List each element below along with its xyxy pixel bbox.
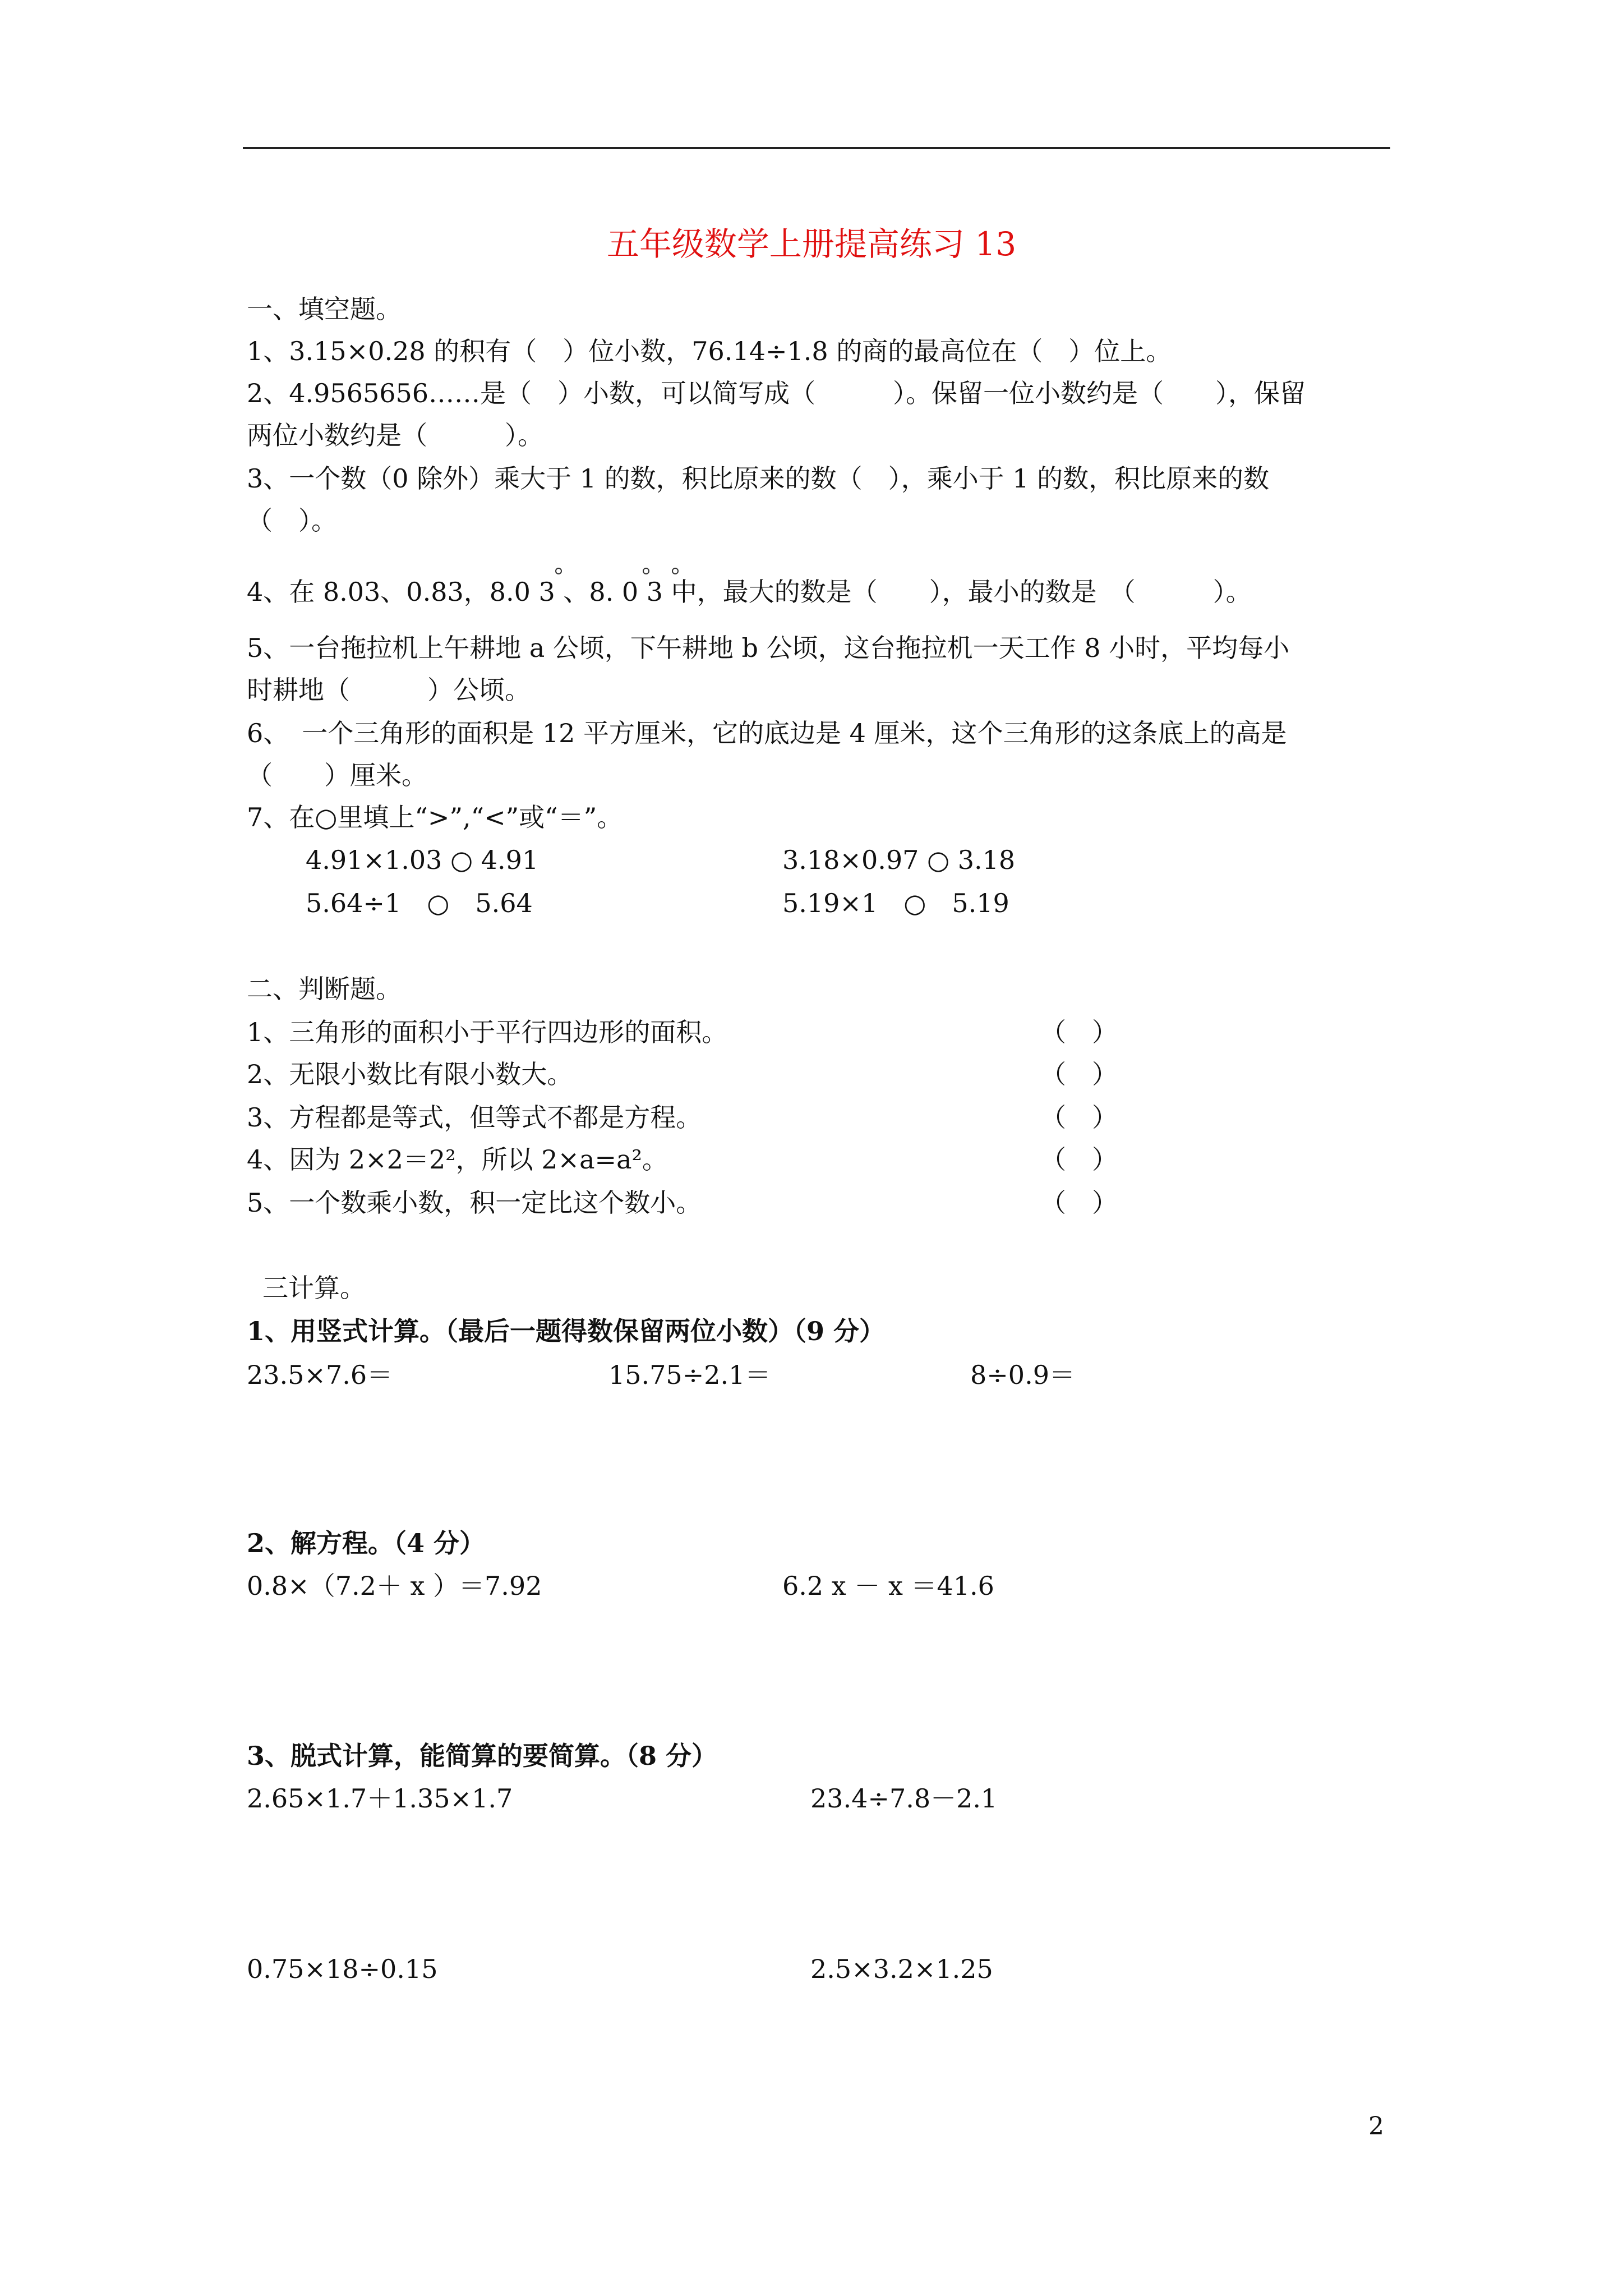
q3-problem: 23.4÷7.8－2.1 — [810, 1783, 998, 1814]
q3-heading: 3、脱式计算，能简算的要简算。（8 分） — [247, 1741, 718, 1771]
judge-bracket: （ ） — [1040, 1144, 1118, 1175]
judge-item: 2、无限小数比有限小数大。 — [247, 1059, 573, 1089]
fill-line-8: 时耕地（ ）公顷。 — [247, 675, 531, 705]
judge-item: 3、方程都是等式，但等式不都是方程。 — [247, 1102, 702, 1133]
q3-problem: 2.65×1.7＋1.35×1.7 — [247, 1783, 513, 1814]
compare-item: 5.19×1 ○ 5.19 — [782, 888, 1009, 918]
repeat-dot-icon — [672, 568, 679, 574]
judge-item: 4、因为 2×2＝2²，所以 2×a=a²。 — [247, 1144, 668, 1175]
section1-heading: 一、填空题。 — [247, 294, 402, 324]
q3-problem: 2.5×3.2×1.25 — [810, 1954, 993, 1984]
q1-problem: 8÷0.9＝ — [970, 1360, 1075, 1390]
q2-problem: 0.8×（7.2＋ x ）＝7.92 — [247, 1571, 542, 1601]
page-number: 2 — [1368, 2112, 1384, 2141]
fill-line-4: 3、一个数（0 除外）乘大于 1 的数，积比原来的数（ ），乘小于 1 的数，积比原来的数 — [247, 463, 1270, 494]
q1-heading: 1、用竖式计算。（最后一题得数保留两位小数）（9 分） — [247, 1316, 886, 1346]
repeat-dot-icon — [643, 568, 649, 574]
section3-heading: 三计算。 — [262, 1273, 366, 1303]
judge-bracket: （ ） — [1040, 1017, 1118, 1047]
fill-line-11: 7、在○里填上“>”,“<”或“＝”。 — [247, 802, 623, 832]
fill-line-7: 5、一台拖拉机上午耕地 a 公顷，下午耕地 b 公顷，这台拖拉机一天工作 8 小时，平均每小 — [247, 633, 1290, 663]
judge-item: 1、三角形的面积小于平行四边形的面积。 — [247, 1017, 728, 1047]
judge-bracket: （ ） — [1040, 1188, 1118, 1218]
fill-line-9: 6、 一个三角形的面积是 12 平方厘米，它的底边是 4 厘米，这个三角形的这条底上的高是 — [247, 718, 1287, 748]
q1-problem: 15.75÷2.1＝ — [608, 1360, 771, 1390]
q2-problem: 6.2 x － x ＝41.6 — [782, 1571, 994, 1601]
header-rule — [243, 147, 1390, 149]
compare-item: 3.18×0.97 ○ 3.18 — [782, 845, 1016, 875]
compare-item: 4.91×1.03 ○ 4.91 — [306, 845, 539, 875]
judge-bracket: （ ） — [1040, 1102, 1118, 1133]
q1-problem: 23.5×7.6＝ — [247, 1360, 393, 1390]
q2-heading: 2、解方程。（4 分） — [247, 1528, 486, 1558]
fill-line-1: 1、3.15×0.28 的积有（ ）位小数，76.14÷1.8 的商的最高位在（ ）位上。 — [247, 336, 1172, 366]
fill-line-10: （ ）厘米。 — [247, 760, 427, 790]
judge-item: 5、一个数乘小数，积一定比这个数小。 — [247, 1188, 702, 1218]
worksheet-title: 五年级数学上册提高练习 13 — [606, 225, 1017, 263]
fill-line-6: 4、在 8.03、0.83，8.0 3 、8. 0 3 中，最大的数是（ ），最小的数是 （ ）。 — [247, 577, 1252, 607]
compare-item: 5.64÷1 ○ 5.64 — [306, 888, 533, 918]
q3-problem: 0.75×18÷0.15 — [247, 1954, 438, 1984]
judge-bracket: （ ） — [1040, 1059, 1118, 1089]
repeat-dot-icon — [555, 568, 562, 574]
fill-line-5: （ ）。 — [247, 505, 337, 536]
section2-heading: 二、判断题。 — [247, 974, 402, 1004]
fill-line-2: 2、4.9565656……是（ ）小数，可以简写成（ ）。保留一位小数约是（ ），保留 — [247, 378, 1306, 408]
fill-line-3: 两位小数约是（ ）。 — [247, 420, 543, 450]
